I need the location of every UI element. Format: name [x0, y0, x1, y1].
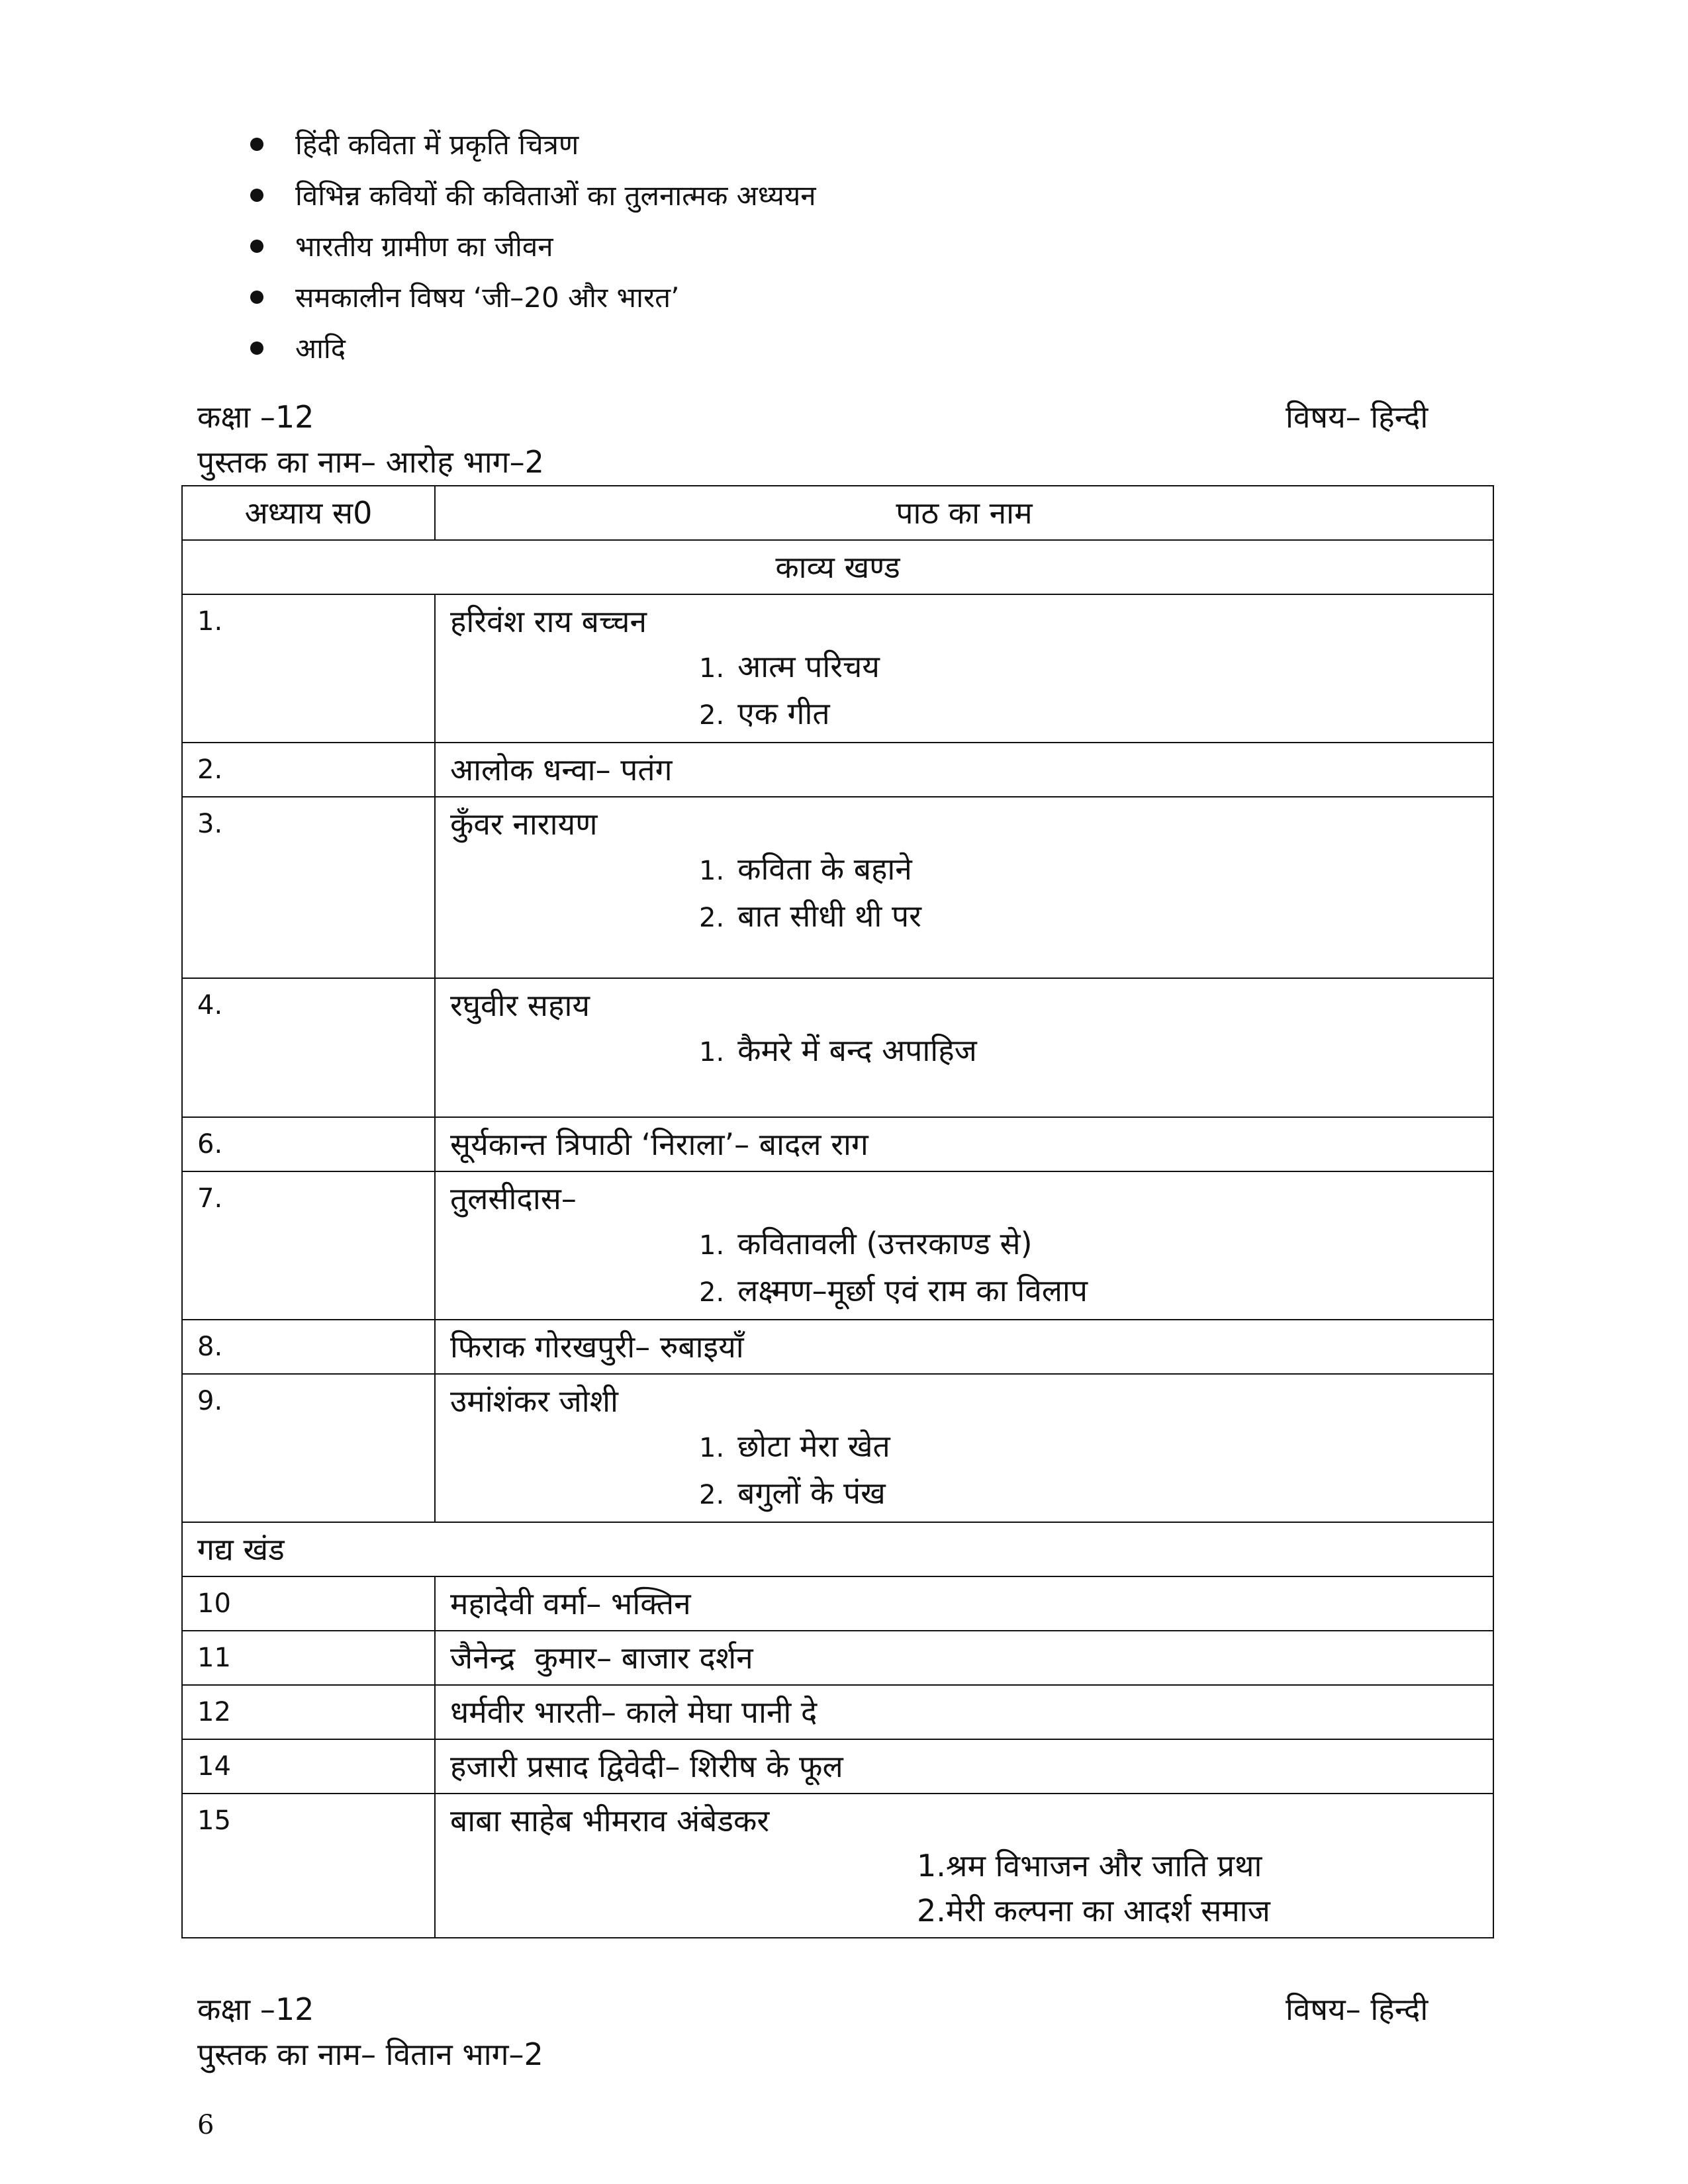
- chapter-number: 9.: [182, 1374, 435, 1522]
- table-row: [182, 594, 1493, 743]
- table-row: [182, 1320, 1493, 1374]
- lesson-title: हजारी प्रसाद द्विवेदी– शिरीष के फूल: [435, 1739, 1493, 1794]
- column-header-chapter: अध्याय स0: [182, 486, 435, 540]
- class-label-2: कक्षा –12: [197, 1991, 314, 2027]
- bullet-item: विभिन्न कवियों की कविताओं का तुलनात्मक अध्ययन: [0, 170, 1688, 221]
- table-row: [182, 1685, 1493, 1739]
- lesson-title: बाबा साहेब भीमराव अंबेडकर: [450, 1803, 770, 1839]
- lesson-title: जैनेन्द्र कुमार– बाजार दर्शन: [435, 1631, 1493, 1685]
- bullet-item: समकालीन विषय ‘जी–20 और भारत’: [0, 272, 1688, 323]
- lesson-subitem: 1. कविता के बहाने: [699, 851, 912, 887]
- section-row-kavya: [182, 540, 1493, 594]
- lesson-cell: [435, 978, 1493, 1117]
- bullet-item: हिंदी कविता में प्रकृति चित्रण: [0, 119, 1688, 170]
- lesson-subitem: 2. लक्ष्मण–मूर्छा एवं राम का विलाप: [699, 1273, 1088, 1308]
- chapter-number: 8.: [182, 1320, 435, 1374]
- chapter-number: 10: [182, 1576, 435, 1631]
- lesson-title: उमांशंकर जोशी: [450, 1383, 618, 1419]
- lesson-title: सूर्यकान्त त्रिपाठी ‘निराला’– बादल राग: [435, 1117, 1493, 1171]
- class-label: कक्षा –12: [197, 399, 314, 435]
- page-number: 6: [197, 2110, 214, 2140]
- table-row: [182, 797, 1493, 978]
- table-row: [182, 1631, 1493, 1685]
- chapter-number: 3.: [182, 797, 435, 978]
- chapter-number: 12: [182, 1685, 435, 1739]
- section-row-gadya: [182, 1522, 1493, 1576]
- table-row: [182, 1794, 1493, 1938]
- bullet-dot-icon: [250, 240, 263, 253]
- table-header-row: [182, 486, 1493, 540]
- lesson-title: धर्मवीर भारती– काले मेघा पानी दे: [435, 1685, 1493, 1739]
- book-title: पुस्तक का नाम– आरोह भाग–2: [197, 444, 544, 480]
- table-row: [182, 1739, 1493, 1794]
- chapter-number: 2.: [182, 743, 435, 797]
- lesson-cell: [435, 797, 1493, 978]
- section-heading-kavya: काव्य खण्ड: [182, 540, 1493, 594]
- lesson-title: कुँवर नारायण: [450, 806, 598, 842]
- chapter-number: 7.: [182, 1171, 435, 1320]
- lesson-title: महादेवी वर्मा– भक्तिन: [435, 1576, 1493, 1631]
- lesson-subitem: 1. कैमरे में बन्द अपाहिज: [699, 1032, 977, 1068]
- bullet-dot-icon: [250, 189, 263, 202]
- table-row: [182, 1576, 1493, 1631]
- table-row: [182, 1171, 1493, 1320]
- lesson-subitem: 1. आत्म परिचय: [699, 649, 880, 684]
- lesson-subitem: 1.श्रम विभाजन और जाति प्रथा: [917, 1848, 1262, 1884]
- lesson-subitem: 2. बगुलों के पंख: [699, 1475, 886, 1511]
- bullet-dot-icon: [250, 138, 263, 151]
- chapter-number: 6.: [182, 1117, 435, 1171]
- chapter-number: 14: [182, 1739, 435, 1794]
- lesson-cell: [435, 1794, 1493, 1938]
- syllabus-table: [181, 485, 1494, 1938]
- table-row: [182, 743, 1493, 797]
- lesson-title: तुलसीदास–: [450, 1181, 577, 1216]
- column-header-lesson: पाठ का नाम: [435, 486, 1493, 540]
- subject-label: विषय– हिन्दी: [1286, 399, 1429, 435]
- chapter-number: 15: [182, 1794, 435, 1938]
- lesson-subitem: 2. एक गीत: [699, 696, 830, 731]
- chapter-number: 4.: [182, 978, 435, 1117]
- lesson-subitem: 1. छोटा मेरा खेत: [699, 1428, 890, 1464]
- lesson-cell: [435, 1171, 1493, 1320]
- lesson-title: हरिवंश राय बच्चन: [450, 604, 647, 639]
- lesson-cell: [435, 594, 1493, 743]
- lesson-subitem: 2.मेरी कल्पना का आदर्श समाज: [917, 1893, 1270, 1929]
- section-heading-gadya: गद्य खंड: [182, 1522, 1493, 1576]
- chapter-number: 1.: [182, 594, 435, 743]
- lesson-title: आलोक धन्वा– पतंग: [435, 743, 1493, 797]
- lesson-subitem: 1. कवितावली (उत्तरकाण्ड से): [699, 1226, 1033, 1261]
- bullet-dot-icon: [250, 341, 263, 355]
- lesson-title: फिराक गोरखपुरी– रुबाइयाँ: [435, 1320, 1493, 1374]
- lesson-subitem: 2. बात सीधी थी पर: [699, 898, 921, 934]
- book-title-2: पुस्तक का नाम– वितान भाग–2: [197, 2036, 543, 2072]
- lesson-cell: [435, 1374, 1493, 1522]
- bullet-dot-icon: [250, 291, 263, 304]
- topic-bullet-list: [0, 119, 1688, 374]
- table-row: [182, 1374, 1493, 1522]
- table-row: [182, 1117, 1493, 1171]
- bullet-item: आदि: [0, 323, 1688, 374]
- lesson-title: रघुवीर सहाय: [450, 987, 590, 1023]
- bullet-item: भारतीय ग्रामीण का जीवन: [0, 221, 1688, 272]
- chapter-number: 11: [182, 1631, 435, 1685]
- table-row: [182, 978, 1493, 1117]
- subject-label-2: विषय– हिन्दी: [1286, 1991, 1429, 2027]
